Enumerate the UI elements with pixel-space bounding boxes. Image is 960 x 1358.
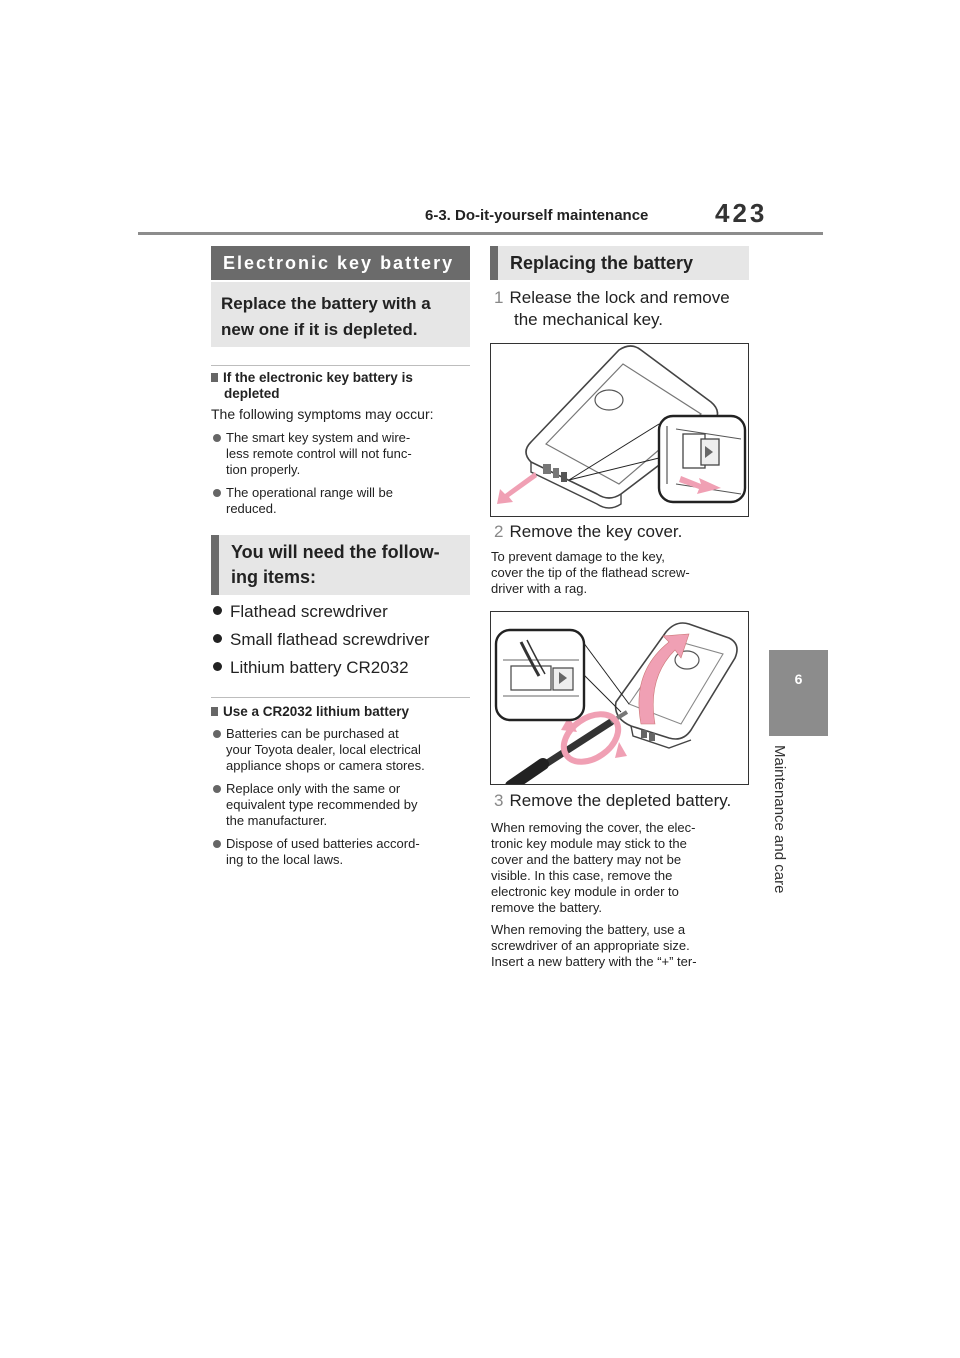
depleted-title-line2: depleted — [224, 386, 280, 401]
depleted-title-line1: If the electronic key battery is — [223, 370, 413, 385]
step-3-note-1 — [491, 820, 761, 916]
list-item — [213, 726, 475, 776]
divider — [211, 365, 470, 366]
step-3-note-2 — [491, 922, 761, 970]
depleted-title — [211, 370, 471, 402]
bullet-dot-icon — [213, 662, 222, 671]
items-needed-heading-line2: ing items: — [231, 567, 317, 587]
bullet-line: The smart key system and wire- — [226, 430, 411, 445]
note-line: tronic key module may stick to the — [491, 836, 687, 851]
note-line: electronic key module in order to — [491, 884, 679, 899]
key-cover-illustration — [491, 612, 748, 784]
list-item — [213, 485, 473, 519]
battery-note-title-text: Use a CR2032 lithium battery — [223, 704, 410, 719]
page-number: 423 — [715, 198, 768, 228]
bullet-line: appliance shops or camera stores. — [226, 758, 425, 773]
intro-text: Replace the battery with a new one if it is depleted. — [221, 294, 431, 339]
chapter-tab-number: 6 — [794, 671, 803, 687]
section-heading-electronic-key-battery — [211, 246, 470, 280]
note-line: When removing the cover, the elec- — [491, 820, 696, 835]
step-text: Remove the key cover. — [509, 522, 683, 541]
bullet-line: Replace only with the same or — [226, 781, 401, 796]
bullet-dot-icon — [213, 785, 221, 793]
note-line: visible. In this case, remove the — [491, 868, 673, 883]
bullet-dot-icon — [213, 634, 222, 643]
item-text: Small flathead screwdriver — [230, 630, 430, 649]
bullet-dot-icon — [213, 730, 221, 738]
step-2 — [494, 521, 682, 543]
chapter-title: 6-3. Do-it-yourself maintenance — [425, 207, 649, 224]
bullet-dot-icon — [213, 489, 221, 497]
note-line: When removing the battery, use a — [491, 922, 686, 937]
note-line: driver with a rag. — [491, 581, 588, 596]
step-text: Remove the depleted battery. — [509, 791, 732, 810]
step-number: 2 — [494, 522, 504, 541]
list-item — [213, 658, 409, 678]
key-fob-illustration — [491, 344, 748, 516]
depleted-lead: The following symptoms may occur: — [211, 406, 434, 422]
items-needed-heading-line1: You will need the follow- — [231, 542, 440, 562]
note-line: Insert a new battery with the “+” ter- — [491, 954, 697, 969]
note-line: To prevent damage to the key, — [491, 549, 665, 564]
bullet-line: The operational range will be — [226, 485, 393, 500]
bullet-line: ing to the local laws. — [226, 852, 344, 867]
bullet-line: your Toyota dealer, local electrical — [226, 742, 421, 757]
figure-release-lock — [490, 343, 749, 517]
bullet-line: Batteries can be purchased at — [226, 726, 399, 741]
divider — [211, 697, 470, 698]
step-text: Release the lock and remove — [509, 288, 730, 307]
square-bullet-icon — [211, 373, 218, 382]
list-item — [213, 836, 475, 870]
bullet-line: Dispose of used batteries accord- — [226, 836, 420, 851]
item-text: Lithium battery CR2032 — [230, 658, 409, 677]
section-heading-text: Electronic key battery — [223, 252, 455, 273]
bullet-dot-icon — [213, 434, 221, 442]
section-heading-replacing-battery — [490, 246, 749, 280]
item-text: Flathead screwdriver — [230, 602, 388, 621]
section-heading-text: Replacing the battery — [510, 253, 694, 273]
bullet-line: equivalent type recommended by — [226, 797, 418, 812]
items-needed-box — [211, 535, 470, 595]
step-3 — [494, 790, 731, 812]
list-item — [213, 781, 475, 831]
intro-box — [211, 282, 470, 347]
chapter-tab-label-text: Maintenance and care — [771, 745, 788, 894]
step-number: 3 — [494, 791, 504, 810]
step-number: 1 — [494, 288, 504, 307]
battery-note-title — [211, 704, 409, 720]
chapter-tab — [769, 650, 828, 736]
figure-remove-cover — [490, 611, 749, 785]
note-line: remove the battery. — [491, 900, 603, 915]
note-line: cover the tip of the flathead screw- — [491, 565, 690, 580]
list-item — [213, 602, 388, 622]
bullet-dot-icon — [213, 606, 222, 615]
step-1 — [494, 287, 764, 331]
square-bullet-icon — [211, 707, 218, 716]
chapter-tab-label — [760, 745, 800, 915]
note-line: cover and the battery may not be — [491, 852, 682, 867]
list-item — [213, 430, 473, 480]
step-text: the mechanical key. — [514, 310, 663, 329]
bullet-line: the manufacturer. — [226, 813, 328, 828]
list-item — [213, 630, 429, 650]
bullet-line: reduced. — [226, 501, 277, 516]
bullet-line: less remote control will not func- — [226, 446, 412, 461]
header-rule — [138, 232, 823, 235]
note-line: screwdriver of an appropriate size. — [491, 938, 690, 953]
bullet-dot-icon — [213, 840, 221, 848]
bullet-line: tion properly. — [226, 462, 301, 477]
step-2-note — [491, 549, 761, 597]
